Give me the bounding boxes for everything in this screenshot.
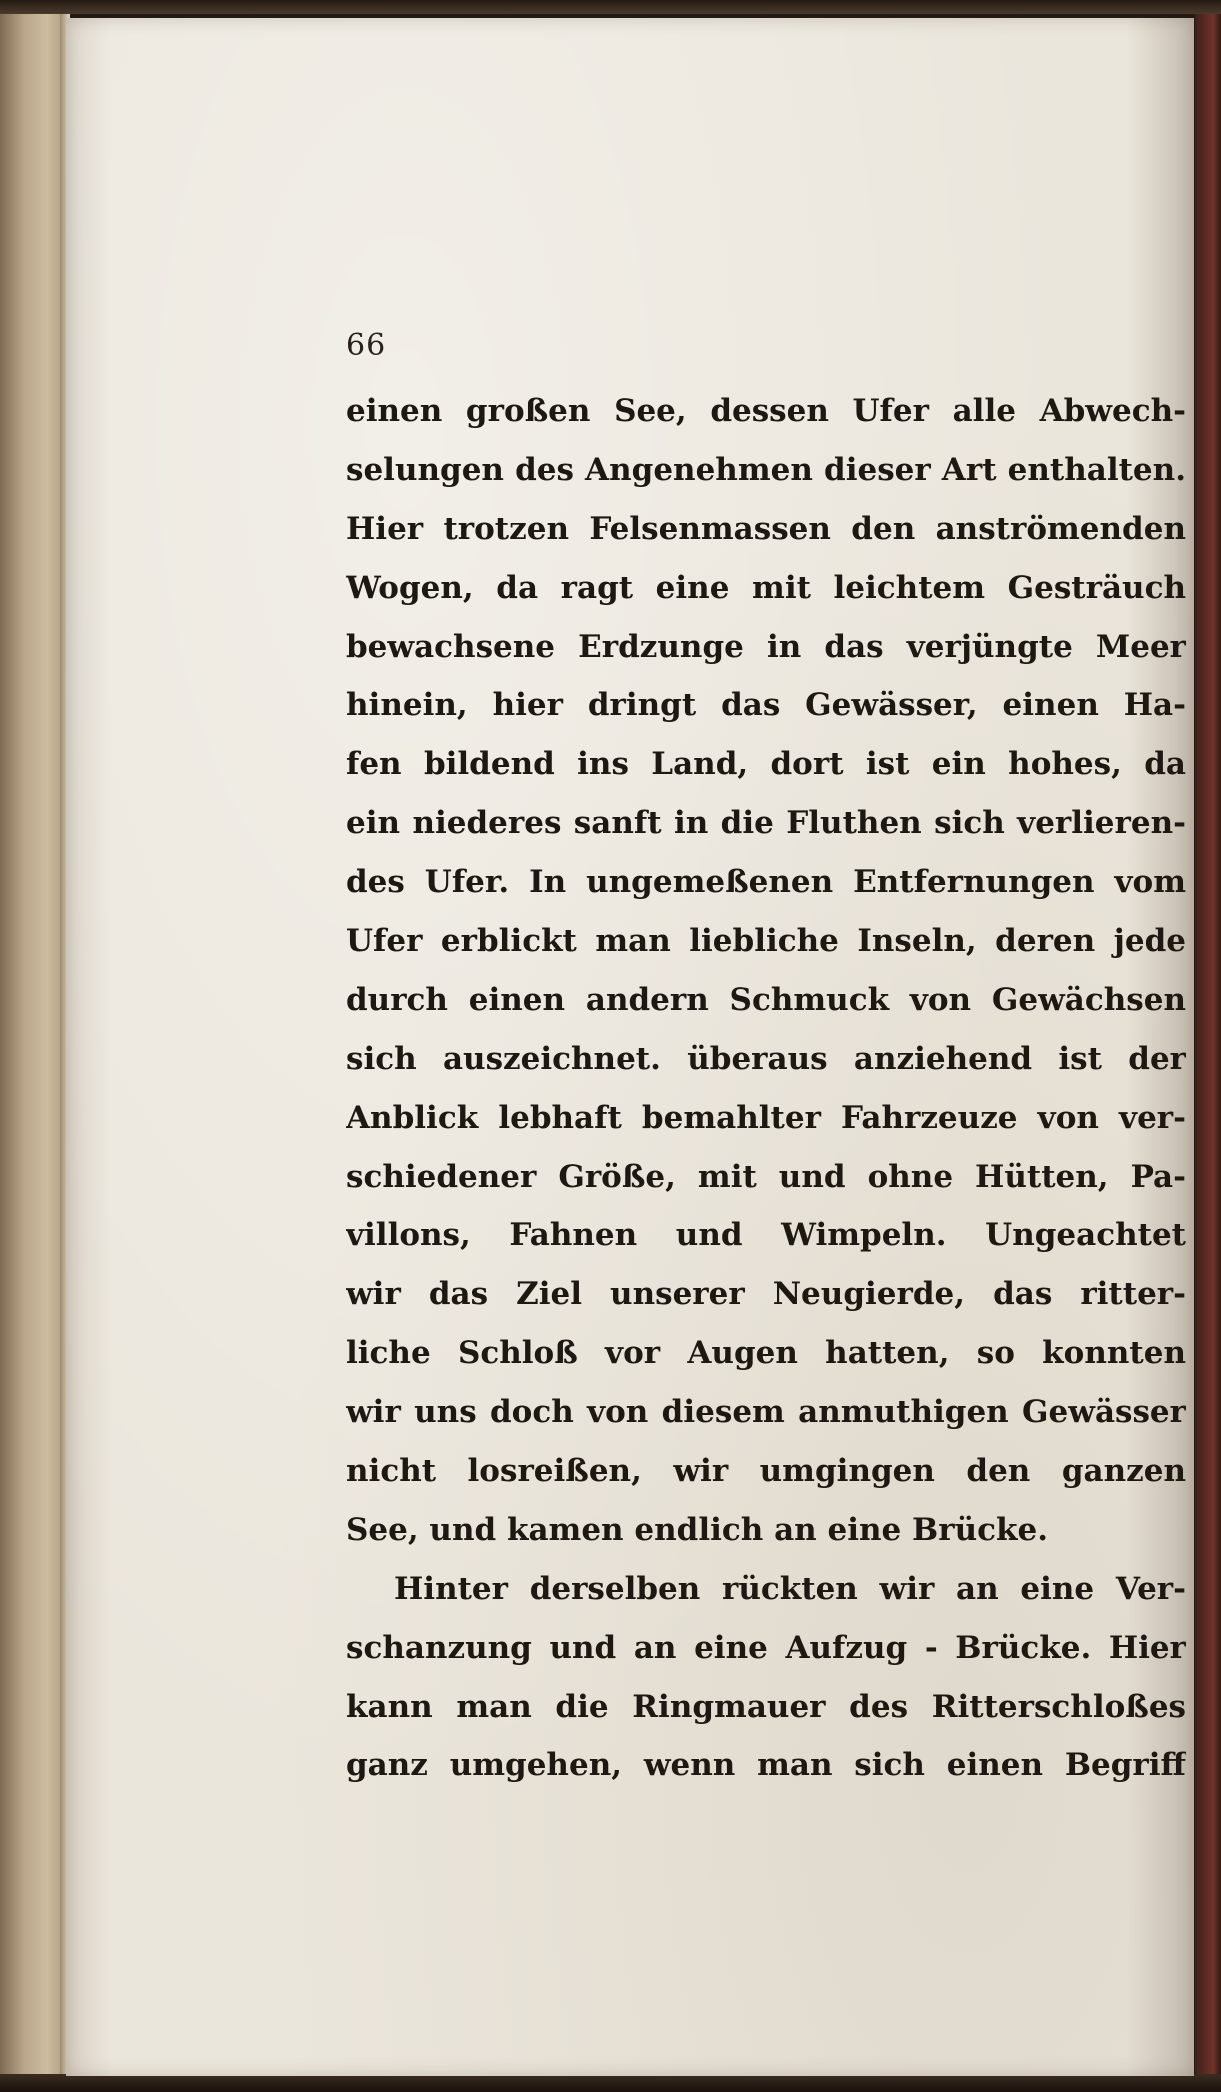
text-line: wir das Ziel unserer Neugierde, das ritter-	[346, 1276, 1186, 1313]
top-edge	[0, 0, 1221, 14]
text-line: villons, Fahnen und Wimpeln. Ungeachtet	[346, 1217, 1186, 1254]
body-text	[346, 382, 1186, 1795]
text-line: selungen des Angenehmen dieser Art enthalten.	[346, 451, 1186, 488]
text-line: Hinter derselben rückten wir an eine Ver-	[394, 1570, 1186, 1607]
page-number: 66	[346, 328, 387, 363]
right-cover-edge	[1195, 0, 1221, 2092]
text-line: ganz umgehen, wenn man sich einen Begriff	[346, 1747, 1186, 1784]
text-line: schiedener Größe, mit und ohne Hütten, Pa-	[346, 1158, 1186, 1195]
text-line: Hier trotzen Felsenmassen den anströmenden	[346, 510, 1186, 547]
text-line: einen großen See, dessen Ufer alle Abwech-	[346, 393, 1186, 429]
text-line: Ufer erblickt man liebliche Inseln, deren jede	[346, 923, 1186, 960]
text-line: ein niederes sanft in die Fluthen sich verlieren-	[346, 805, 1186, 842]
text-line: des Ufer. In ungemeßenen Entfernungen vom	[346, 864, 1186, 901]
text-line: wir uns doch von diesem anmuthigen Gewässer	[346, 1394, 1186, 1431]
text-line: bewachsene Erdzunge in das verjüngte Meer	[346, 628, 1186, 665]
text-line: schanzung und an eine Aufzug - Brücke. Hier	[346, 1629, 1186, 1666]
text-line: See, und kamen endlich an eine Brücke.	[346, 1511, 1048, 1548]
bottom-edge	[0, 2074, 1221, 2092]
book-page	[66, 18, 1194, 2076]
text-line: sich auszeichnet. überaus anziehend ist der	[346, 1040, 1186, 1077]
text-line: Wogen, da ragt eine mit leichtem Gesträuch	[346, 569, 1186, 606]
text-line: fen bildend ins Land, dort ist ein hohes, da	[346, 746, 1186, 783]
text-line: hinein, hier dringt das Gewässer, einen Ha-	[346, 687, 1186, 724]
text-line: liche Schloß vor Augen hatten, so konnten	[346, 1335, 1186, 1372]
left-cover-board	[0, 0, 68, 2092]
text-line: durch einen andern Schmuck von Gewächsen	[346, 981, 1186, 1018]
text-line: nicht losreißen, wir umgingen den ganzen	[346, 1453, 1186, 1490]
text-line: Anblick lebhaft bemahlter Fahrzeuze von ver-	[346, 1099, 1186, 1136]
text-line: kann man die Ringmauer des Ritterschloßes	[346, 1688, 1186, 1725]
